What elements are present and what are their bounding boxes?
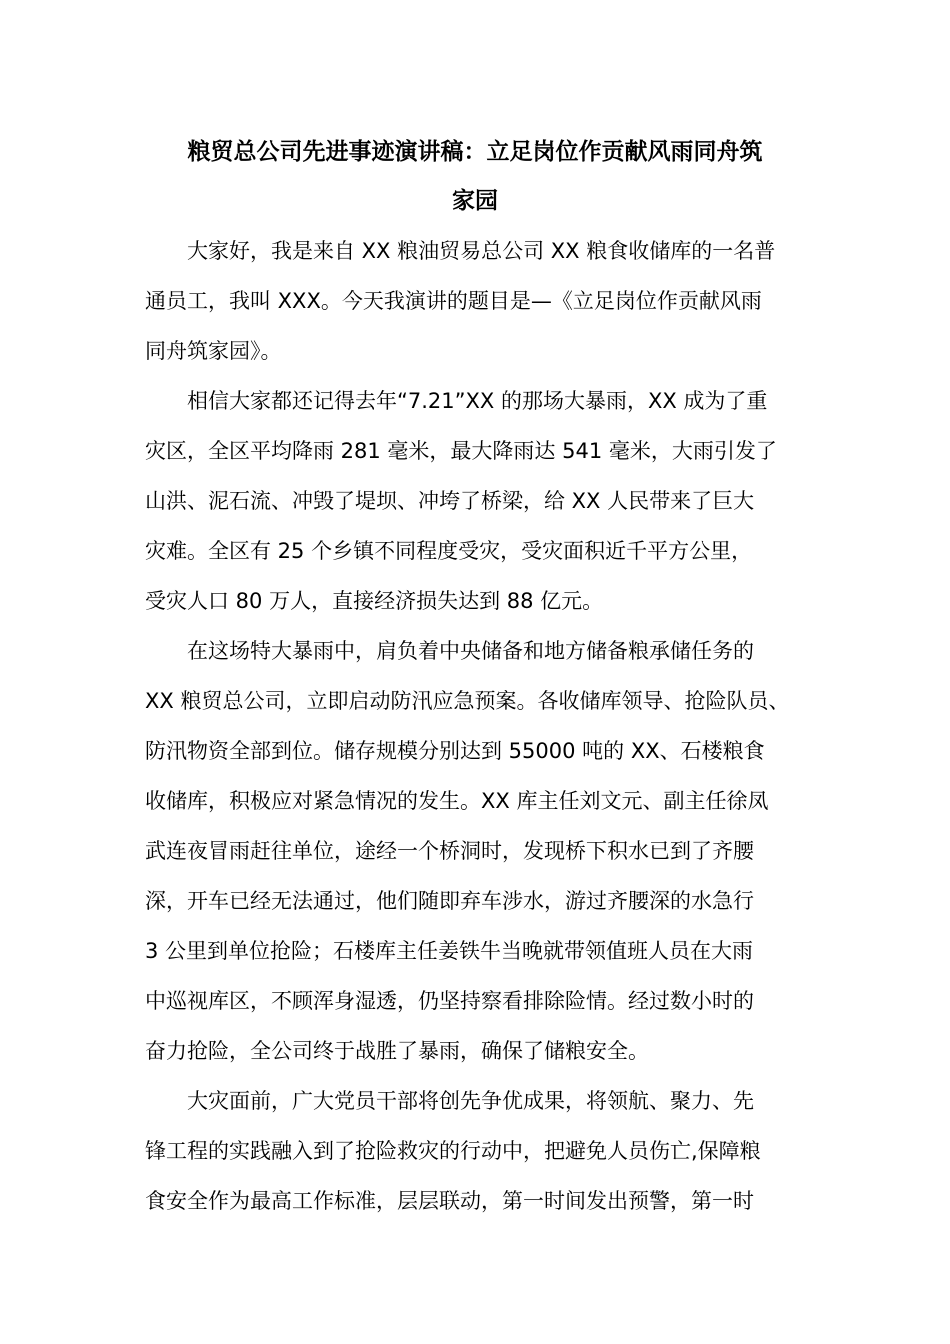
document-title-line-2: 家园 [452,188,498,214]
paragraph-line: 食安全作为最高工作标准，层层联动，第一时间发出预警，第一时 [145,1189,754,1213]
paragraph-line: 大灾面前，广大党员干部将创先争优成果，将领航、聚力、先 [187,1089,754,1113]
paragraph-line: 中巡视库区，不顾浑身湿透，仍坚持察看排除险情。经过数小时的 [145,989,754,1013]
paragraph-line: 武连夜冒雨赶往单位，途经一个桥洞时，发现桥下积水已到了齐腰 [145,839,754,863]
paragraph-line: 同舟筑家园》。 [145,339,282,363]
paragraph-line: 防汛物资全部到位。储存规模分别达到 55000 吨的 XX、石楼粮食 [145,739,765,763]
paragraph-line: 受灾人口 80 万人，直接经济损失达到 88 亿元。 [145,589,604,613]
paragraph-line: 灾区，全区平均降雨 281 毫米，最大降雨达 541 毫米，大雨引发了 [145,439,777,463]
paragraph-line: 深，开车已经无法通过，他们随即弃车涉水，游过齐腰深的水急行 [145,889,754,913]
paragraph-line: 通员工，我叫 XXX。今天我演讲的题目是—《立足岗位作贡献风雨 [145,289,762,313]
paragraph-line: 奋力抢险，全公司终于战胜了暴雨，确保了储粮安全。 [145,1039,649,1063]
paragraph-line: XX 粮贸总公司，立即启动防汛应急预案。各收储库领导、抢险队员、 [145,689,790,713]
paragraph-line: 灾难。全区有 25 个乡镇不同程度受灾，受灾面积近千平方公里， [145,539,753,563]
paragraph-line: 3 公里到单位抢险；石楼库主任姜铁牛当晚就带领值班人员在大雨 [145,939,754,963]
paragraph-line: 相信大家都还记得去年“7.21”XX 的那场大暴雨，XX 成为了重 [187,389,768,413]
paragraph-line: 锋工程的实践融入到了抢险救灾的行动中，把避免人员伤亡,保障粮 [145,1139,761,1163]
paragraph-line: 收储库，积极应对紧急情况的发生。XX 库主任刘文元、副主任徐凤 [145,789,769,813]
paragraph-line: 山洪、泥石流、冲毁了堤坝、冲垮了桥梁，给 XX 人民带来了巨大 [145,489,755,513]
paragraph-line: 大家好，我是来自 XX 粮油贸易总公司 XX 粮食收储库的一名普 [187,239,776,263]
paragraph-line: 在这场特大暴雨中，肩负着中央储备和地方储备粮承储任务的 [187,639,754,663]
document-title-line-1: 粮贸总公司先进事迹演讲稿：立足岗位作贡献风雨同舟筑 [187,139,763,165]
